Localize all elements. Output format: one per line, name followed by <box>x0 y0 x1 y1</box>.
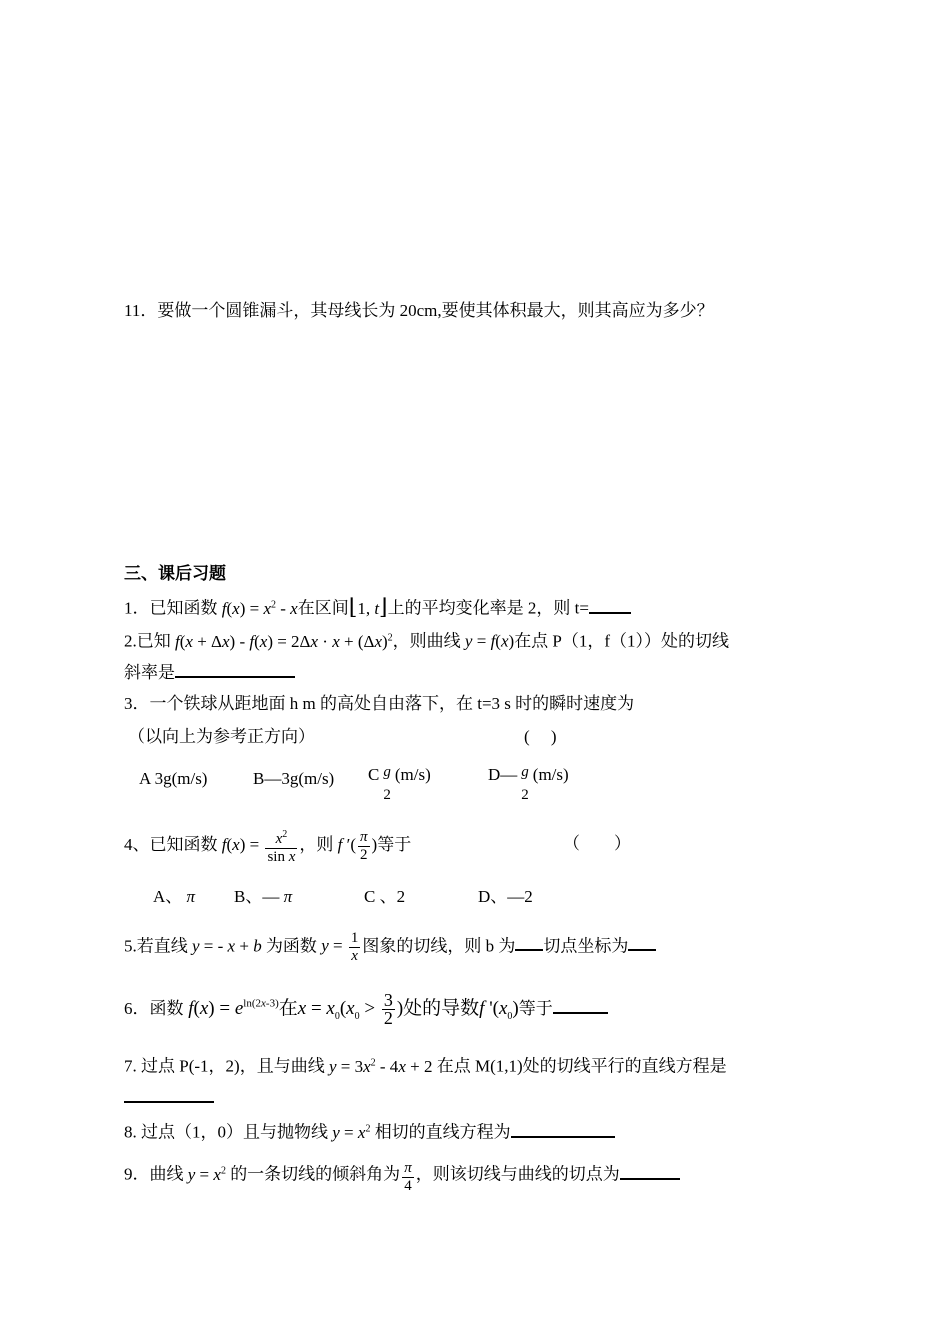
q7-text-pre: 7. 过点 P(-1，2)，且与曲线 <box>124 1056 325 1076</box>
question-9 <box>124 1160 680 1195</box>
question-7-line2 <box>124 1085 214 1109</box>
q5-line: y = - x + b <box>192 936 262 956</box>
q5-text-pre: 5.若直线 <box>124 936 188 956</box>
q3-option-b[interactable]: B—3g(m/s) <box>253 769 335 788</box>
question-7 <box>124 1052 727 1078</box>
question-5 <box>124 930 656 965</box>
q9-text-pre: 9．曲线 <box>124 1164 184 1184</box>
q4-option-d[interactable]: D、—2 <box>478 887 533 906</box>
q4-option-b[interactable]: B、— π <box>234 887 293 906</box>
question-6 <box>124 992 608 1028</box>
q5-text-post2: 切点坐标为 <box>543 936 629 956</box>
q1-text-post: 上的平均变化率是 2，则 t= <box>387 598 589 618</box>
question-11: 11．要做一个圆锥漏斗，其母线长为 20cm,要使其体积最大，则其高应为多少？ <box>124 301 714 320</box>
q4-derivative: f ′( $\frac{\pi}{2}$ ) <box>337 828 378 863</box>
q7-formula: $y = 3x^2 - 4x + 2$ <box>328 1056 437 1076</box>
q3-option-c-unit: (m/s) <box>394 765 431 784</box>
q5-point-blank[interactable] <box>628 933 656 951</box>
q4-option-a-label: A、 <box>153 887 183 906</box>
question-2-line2 <box>124 660 295 684</box>
q7-answer-blank[interactable] <box>124 1085 214 1103</box>
q7-text-post: 在点 M(1,1)处的切线平行的直线方程是 <box>436 1056 727 1076</box>
q1-formula: $f(x) = x^2 - x$ <box>221 598 298 618</box>
q4-text-mid: ，则 <box>299 834 334 854</box>
question-4 <box>124 826 411 866</box>
q1-text-pre: 1．已知函数 <box>124 598 218 618</box>
q1-answer-blank[interactable] <box>589 596 631 614</box>
question-3-note: （以向上为参考正方向） <box>128 727 315 746</box>
q3-option-d-unit: (m/s) <box>532 765 569 784</box>
q2-formula: $f(x + \Delta x) - f(x) = 2\Delta x \cdot x + (\Delta x)^2$ <box>175 631 393 651</box>
q8-text-pre: 8. 过点（1，0）且与抛物线 <box>124 1122 328 1142</box>
q4-text-post: 等于 <box>377 834 412 854</box>
q4-formula: f(x) = $\frac{x^2}{\text{sin x}}$ <box>218 835 300 854</box>
q6-formula: $f(x) = e^{ln(2x-3)}$在$x = x_0(x_0$ > $\frac{3}{2}$ )处的导数f '$(x_0)$ <box>188 990 519 1028</box>
q8-text-post: 相切的直线方程为 <box>374 1122 511 1142</box>
question-1 <box>124 594 631 620</box>
q4-option-a[interactable]: A、 π <box>153 887 196 906</box>
q3-option-a[interactable]: A 3g(m/s) <box>139 769 208 788</box>
q3-option-d[interactable]: D— g 2 (m/s) <box>488 764 569 803</box>
q4-answer-paren[interactable]: （ ） <box>563 834 631 853</box>
q4-option-b-label: B、— <box>234 887 280 906</box>
q3-option-c-label: C <box>368 765 380 784</box>
q5-b-blank[interactable] <box>515 933 543 951</box>
q9-text-mid: 的一条切线的倾斜角为 <box>230 1164 401 1184</box>
q2-text-post: 在点 P（1，f（1））处的切线 <box>514 631 730 651</box>
q5-func: y = $\frac{1}{x}$ <box>321 930 359 964</box>
q3-option-d-label: D— <box>488 765 518 784</box>
q3-answer-paren[interactable]: ( ) <box>524 727 557 746</box>
q4-text-pre: 4、已知函数 <box>124 834 218 854</box>
q9-angle: $\frac{\pi}{4}$ <box>404 1160 412 1194</box>
q6-text-pre: 6．函数 <box>124 998 184 1018</box>
q2-text-line2: 斜率是 <box>124 663 175 682</box>
question-3: 3．一个铁球从距地面 h m 的高处自由落下，在 t=3 s 时的瞬时速度为 <box>124 694 635 713</box>
q5-text-mid: 为函数 <box>265 936 317 956</box>
q1-text-mid: 在区间 <box>297 598 349 618</box>
q5-text-post: 图象的切线，则 b 为 <box>362 936 516 956</box>
question-2 <box>124 627 729 653</box>
q9-answer-blank[interactable] <box>620 1162 680 1180</box>
q2-text-mid: ，则曲线 <box>392 631 461 651</box>
q2-curve: y = f(x) <box>464 631 515 651</box>
q6-text-post: 等于 <box>518 998 553 1018</box>
q4-option-c[interactable]: C 、2 <box>364 887 406 906</box>
section-heading: 三、课后习题 <box>124 564 226 583</box>
q8-formula: $y = x^2$ <box>332 1122 371 1142</box>
question-8 <box>124 1118 615 1144</box>
q6-answer-blank[interactable] <box>553 996 608 1014</box>
q2-answer-blank[interactable] <box>175 660 295 678</box>
q3-option-c[interactable]: C g 2 (m/s) <box>368 764 431 803</box>
q8-answer-blank[interactable] <box>511 1120 615 1138</box>
q9-formula: $y = x^2$ <box>187 1164 226 1184</box>
q2-text-pre: 2.已知 <box>124 631 171 651</box>
q1-interval: ⌊1, t⌋ <box>348 593 388 619</box>
q9-text-post: ，则该切线与曲线的切点为 <box>415 1164 620 1184</box>
